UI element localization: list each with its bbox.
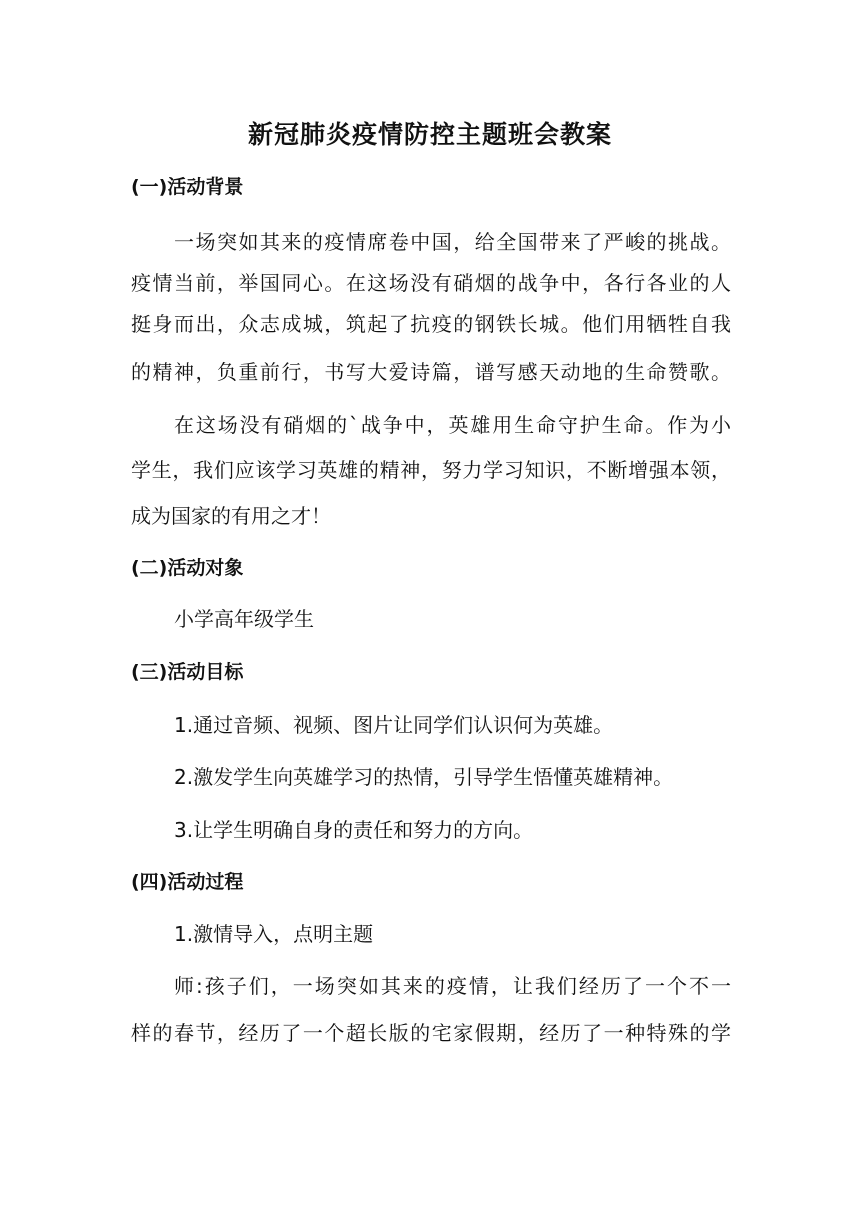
paragraph-line: 的精神，负重前行，书写大爱诗篇，谱写感天动地的生命赞歌。 xyxy=(131,360,731,384)
paragraph-line: 在这场没有硝烟的`战争中，英雄用生命守护生命。作为小 xyxy=(174,413,731,437)
audience-text: 小学高年级学生 xyxy=(174,607,314,631)
paragraph-line: 疫情当前，举国同心。在这场没有硝烟的战争中，各行各业的人 xyxy=(131,271,731,295)
goal-item: 2.激发学生向英雄学习的热情，引导学生悟懂英雄精神。 xyxy=(174,765,674,789)
document-title: 新冠肺炎疫情防控主题班会教案 xyxy=(247,120,612,149)
goal-item: 3.让学生明确自身的责任和努力的方向。 xyxy=(174,818,534,842)
paragraph-line: 师:孩子们，一场突如其来的疫情，让我们经历了一个不一 xyxy=(174,974,731,998)
paragraph-line: 成为国家的有用之才！ xyxy=(131,504,331,528)
section-heading-process: (四)活动过程 xyxy=(131,871,244,893)
paragraph-line: 一场突如其来的疫情席卷中国，给全国带来了严峻的挑战。 xyxy=(174,230,731,254)
process-subheading: 1.激情导入，点明主题 xyxy=(174,922,374,946)
section-heading-goals: (三)活动目标 xyxy=(131,661,244,683)
goal-item: 1.通过音频、视频、图片让同学们认识何为英雄。 xyxy=(174,713,614,737)
paragraph-line: 学生，我们应该学习英雄的精神，努力学习知识，不断增强本领， xyxy=(131,458,731,482)
paragraph-line: 挺身而出，众志成城，筑起了抗疫的钢铁长城。他们用牺牲自我 xyxy=(131,312,731,336)
section-heading-background: (一)活动背景 xyxy=(131,176,244,198)
section-heading-audience: (二)活动对象 xyxy=(131,557,244,579)
paragraph-line: 样的春节，经历了一个超长版的宅家假期，经历了一种特殊的学 xyxy=(131,1021,731,1045)
